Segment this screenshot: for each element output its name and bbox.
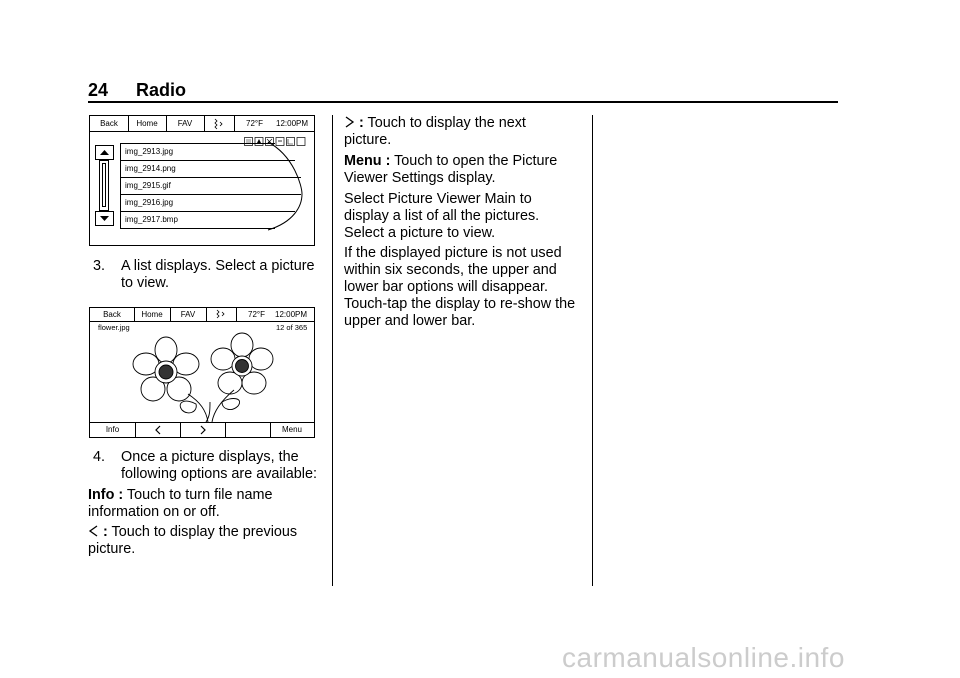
temperature: 72°F — [246, 119, 263, 128]
section-title: Radio — [136, 80, 187, 100]
scroll-down-button[interactable] — [95, 211, 114, 226]
top-bar — [90, 308, 314, 322]
previous-text-line2: picture. — [88, 541, 136, 557]
menu-button[interactable]: Menu — [281, 425, 302, 434]
chevron-right-icon — [198, 425, 208, 435]
menu-text-line1: Touch to open the Picture — [390, 153, 558, 169]
blank-button[interactable] — [225, 423, 271, 437]
info-label: Info : — [88, 487, 124, 503]
next-button[interactable] — [180, 423, 226, 437]
menu-description — [344, 153, 584, 187]
step-4 — [93, 449, 329, 485]
header-rule — [88, 101, 838, 103]
fav-button[interactable]: FAV — [166, 116, 205, 131]
picture-viewer-screen — [89, 307, 315, 438]
info-button[interactable]: Info — [90, 423, 136, 437]
next-description — [344, 115, 584, 149]
previous-label: : — [99, 524, 108, 540]
previous-description — [88, 524, 328, 558]
watermark: carmanualsonline.info — [562, 642, 845, 673]
step-text-line1: Once a picture displays, the — [121, 449, 299, 465]
info-text-line1: Touch to turn file name — [123, 487, 273, 503]
clock: 12:00PM — [276, 119, 309, 128]
picture-list-screen — [89, 115, 315, 246]
chevron-right-icon — [344, 116, 355, 128]
step-number: 4. — [93, 449, 106, 465]
paragraph-line: display a list of all the pictures. — [344, 208, 540, 224]
picture-viewer-main-paragraph — [344, 191, 589, 242]
paragraph-line: Select a picture to view. — [344, 225, 496, 241]
previous-button[interactable] — [135, 423, 181, 437]
back-button[interactable]: Back — [90, 116, 129, 131]
menu-label: Menu : — [344, 153, 391, 169]
next-text-line1: Touch to display the next — [363, 115, 526, 131]
fav-button[interactable]: FAV — [170, 308, 207, 321]
home-button[interactable]: Home — [128, 116, 167, 131]
scroll-up-button[interactable] — [95, 145, 114, 160]
flower-picture — [126, 332, 296, 422]
column-divider-right — [592, 115, 593, 586]
info-text-line2: information on or off. — [88, 504, 220, 520]
page-number: 24 — [88, 80, 109, 100]
voice-icon[interactable] — [206, 308, 237, 321]
picture-counter: 12 of 365 — [276, 323, 308, 332]
step-3 — [93, 258, 323, 294]
top-bar — [90, 116, 314, 132]
voice-icon[interactable] — [204, 116, 235, 131]
scrollbar-thumb[interactable] — [102, 163, 106, 207]
auto-hide-paragraph — [344, 245, 589, 330]
paragraph-line: within six seconds, the upper and — [344, 262, 557, 278]
paragraph-line: Touch-tap the display to re-show the — [344, 296, 576, 312]
step-text-line2: following options are available: — [121, 466, 317, 482]
step-number: 3. — [93, 258, 106, 274]
list-item[interactable]: img_2913.jpg — [120, 143, 275, 161]
paragraph-line: Select Picture Viewer Main to — [344, 191, 532, 207]
info-description — [88, 487, 328, 521]
previous-text-line1: Touch to display the previous — [107, 524, 298, 540]
next-label: : — [355, 115, 364, 131]
paragraph-line: lower bar options will disappear. — [344, 279, 548, 295]
temperature: 72°F — [248, 310, 265, 319]
home-button[interactable]: Home — [134, 308, 171, 321]
scrollbar-track[interactable] — [99, 160, 109, 211]
menu-text-line2: Viewer Settings display. — [344, 170, 496, 186]
clock: 12:00PM — [275, 310, 308, 319]
paragraph-line: upper and lower bar. — [344, 313, 476, 329]
step-text-line1: A list displays. Select a picture — [121, 258, 315, 274]
paragraph-line: If the displayed picture is not used — [344, 245, 562, 261]
chevron-left-icon — [88, 525, 99, 537]
list-item[interactable]: img_2914.png — [120, 160, 295, 178]
back-button[interactable]: Back — [90, 308, 135, 321]
list-item[interactable]: img_2916.jpg — [120, 194, 295, 212]
next-text-line2: picture. — [344, 132, 392, 148]
bottom-bar — [90, 422, 314, 437]
column-divider-left — [332, 115, 333, 586]
step-text-line2: to view. — [121, 275, 169, 291]
list-item[interactable]: img_2915.gif — [120, 177, 301, 195]
chevron-left-icon — [153, 425, 163, 435]
file-name: flower.jpg — [98, 323, 130, 332]
list-item[interactable]: img_2917.bmp — [120, 211, 275, 229]
